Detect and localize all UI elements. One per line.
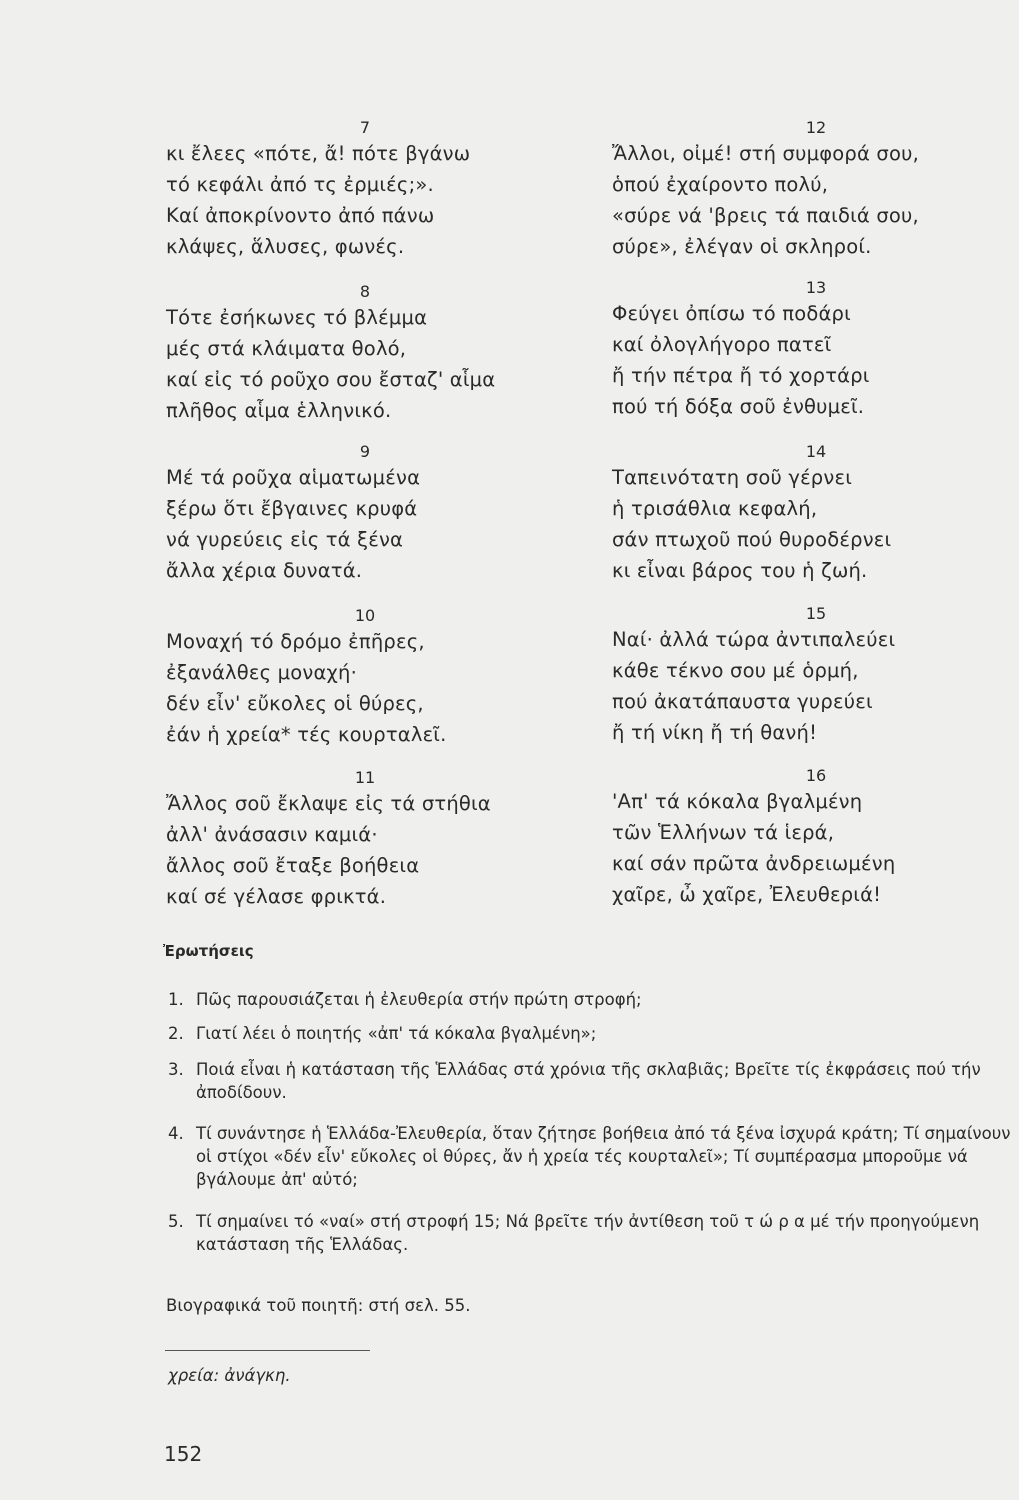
verse-line: Μέ τά ροῦχα αἱματωμένα: [166, 466, 421, 489]
verse-line: Φεύγει ὀπίσω τό ποδάρι: [612, 302, 851, 325]
verse-line: μές στά κλάιματα θολό,: [166, 337, 407, 360]
verse-line: Τότε ἐσήκωνες τό βλέμμα: [166, 306, 428, 329]
question-text: Τί σημαίνει τό «ναί» στή στροφή 15; Νά βρεῖτε τήν ἀντίθεση τοῦ τ ώ ρ α μέ τήν προηγούμενη κατάσταση τῆς Ἑλλάδας.: [196, 1212, 980, 1254]
verse-line: κάθε τέκνο σου μέ ὁρμή,: [612, 659, 859, 682]
question-item: [168, 988, 1016, 1011]
verse-line: σάν πτωχοῦ πού θυροδέρνει: [612, 528, 892, 551]
stanza-number: 10: [354, 606, 376, 625]
verse-line: καί εἰς τό ροῦχο σου ἔσταζ' αἷμα: [166, 368, 496, 391]
question-item: [168, 1122, 1016, 1191]
stanza-12: [612, 118, 1012, 262]
verse-line: Ἄλλος σοῦ ἔκλαψε εἰς τά στήθια: [166, 792, 491, 815]
question-text: Ποιά εἶναι ἡ κατάσταση τῆς Ἑλλάδας στά χρόνια τῆς σκλαβιᾶς; Βρεῖτε τίς ἐκφράσεις πού τήν ἀποδίδουν.: [196, 1060, 981, 1102]
verse-line: δέν εἶν' εὔκολες οἱ θύρες,: [166, 692, 424, 715]
stanza-number: 8: [359, 282, 371, 301]
verse-line: Μοναχή τό δρόμο ἐπῆρες,: [166, 630, 425, 653]
verse-line: πού ἀκατάπαυστα γυρεύει: [612, 690, 873, 713]
verse-line: Καί ἀποκρίνοντο ἀπό πάνω: [166, 204, 435, 227]
footnote-divider: [165, 1350, 370, 1351]
question-number: 5.: [168, 1212, 184, 1231]
stanza-number: 14: [805, 442, 827, 461]
verse-line: ὁπού ἐχαίροντο πολύ,: [612, 173, 829, 196]
question-item: [168, 1210, 1016, 1256]
question-number: 1.: [168, 990, 184, 1009]
question-number: 4.: [168, 1124, 184, 1143]
verse-line: κι ἔλεες «πότε, ἄ! πότε βγάνω: [166, 142, 471, 165]
verse-line: Ταπεινότατη σοῦ γέρνει: [612, 466, 853, 489]
verse-line: χαῖρε, ὦ χαῖρε, Ἐλευθεριά!: [612, 883, 882, 906]
stanza-8: [166, 282, 566, 426]
verse-line: καί σέ γέλασε φρικτά.: [166, 885, 387, 908]
stanza-7: [166, 118, 566, 262]
verse-line: ἄλλος σοῦ ἔταξε βοήθεια: [166, 854, 420, 877]
question-text: Τί συνάντησε ἡ Ἑλλάδα-Ἐλευθερία, ὅταν ζήτησε βοήθεια ἀπό τά ξένα ἰσχυρά κράτη; Τί σημαίνουν οἱ στίχοι «δέν εἶν' εὔκολες οἱ θύρες, ἄν ἡ χρεία τές κουρταλεῖ»; Τί συμπέρασμα μποροῦμε νά βγάλουμε ἀπ' αὐτό;: [196, 1124, 1011, 1189]
stanza-16: [612, 766, 1012, 910]
stanza-number: 12: [805, 118, 827, 137]
stanza-9: [166, 442, 566, 586]
verse-line: Ναί· ἀλλά τώρα ἀντιπαλεύει: [612, 628, 896, 651]
verse-line: πλῆθος αἷμα ἑλληνικό.: [166, 399, 392, 422]
verse-line: ἄλλα χέρια δυνατά.: [166, 559, 363, 582]
stanza-number: 16: [805, 766, 827, 785]
verse-line: ἡ τρισάθλια κεφαλή,: [612, 497, 818, 520]
verse-line: τό κεφάλι ἀπό τς ἐρμιές;».: [166, 173, 434, 196]
question-text: Πῶς παρουσιάζεται ἡ ἐλευθερία στήν πρώτη στροφή;: [196, 990, 642, 1009]
question-item: [168, 1058, 1016, 1104]
verse-line: «σύρε νά 'βρεις τά παιδιά σου,: [612, 204, 919, 227]
verse-line: κι εἶναι βάρος του ἡ ζωή.: [612, 559, 868, 582]
verse-line: 'Απ' τά κόκαλα βγαλμένη: [612, 790, 863, 813]
stanza-number: 11: [354, 768, 376, 787]
stanza-13: [612, 278, 1012, 422]
question-number: 2.: [168, 1024, 184, 1043]
footnote: χρεία: ἀνάγκη.: [168, 1366, 291, 1385]
verse-line: ξέρω ὅτι ἔβγαινες κρυφά: [166, 497, 418, 520]
verse-line: καί σάν πρῶτα ἀνδρειωμένη: [612, 852, 896, 875]
verse-line: κλάψες, ἅλυσες, φωνές.: [166, 235, 405, 258]
stanza-14: [612, 442, 1012, 586]
verse-line: Ἄλλοι, οἰμέ! στή συμφορά σου,: [612, 142, 919, 165]
page-number: 152: [164, 1442, 203, 1466]
verse-line: ἤ τήν πέτρα ἤ τό χορτάρι: [612, 364, 870, 387]
verse-line: ἐάν ἡ χρεία* τές κουρταλεῖ.: [166, 723, 447, 746]
verse-line: ἐξανάλθες μοναχή·: [166, 661, 357, 684]
stanza-number: 9: [359, 442, 371, 461]
verse-line: σύρε», ἐλέγαν οἱ σκληροί.: [612, 235, 872, 258]
question-text: Γιατί λέει ὁ ποιητής «ἀπ' τά κόκαλα βγαλμένη»;: [196, 1024, 597, 1043]
verse-line: νά γυρεύεις εἰς τά ξένα: [166, 528, 404, 551]
verse-line: ἤ τή νίκη ἤ τή θανή!: [612, 721, 818, 744]
stanza-10: [166, 606, 566, 750]
stanza-number: 13: [805, 278, 827, 297]
verse-line: καί ὀλογλήγορο πατεῖ: [612, 333, 832, 356]
bio-note: Βιογραφικά τοῦ ποιητῆ: στή σελ. 55.: [166, 1296, 471, 1315]
stanza-15: [612, 604, 1012, 748]
verse-line: ἀλλ' ἀνάσασιν καμιά·: [166, 823, 378, 846]
stanza-number: 15: [805, 604, 827, 623]
question-item: [168, 1022, 1016, 1045]
question-number: 3.: [168, 1060, 184, 1079]
stanza-number: 7: [359, 118, 371, 137]
questions-heading: Ἐρωτήσεις: [163, 942, 254, 960]
verse-line: πού τή δόξα σοῦ ἐνθυμεῖ.: [612, 395, 865, 418]
verse-line: τῶν Ἑλλήνων τά ἱερά,: [612, 821, 835, 844]
stanza-11: [166, 768, 566, 912]
